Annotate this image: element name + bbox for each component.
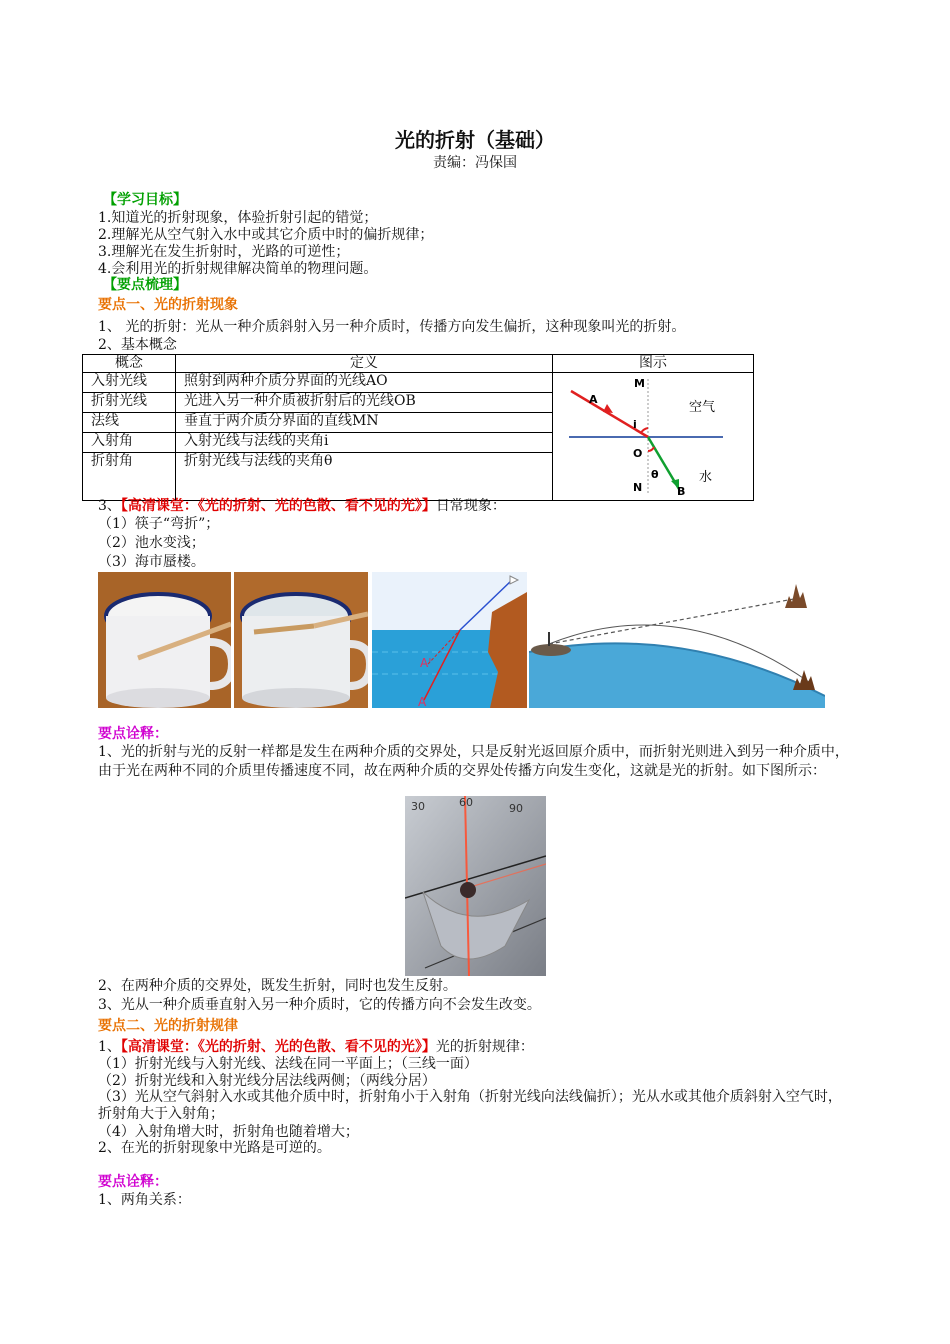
course-link[interactable]: 【高清课堂：《光的折射、光的色散、看不见的光》】 <box>120 1039 436 1055</box>
notes1-heading: 要点诠释： <box>98 726 168 742</box>
mirage-illustration <box>529 572 825 708</box>
point2-heading: 要点二、光的折射规律 <box>98 1018 238 1034</box>
notes2-heading: 要点诠释： <box>98 1174 168 1190</box>
table-cell: 入射光线 <box>83 373 176 393</box>
rule-item: （1）折射光线与入射光线、法线在同一平面上；（三线一面） <box>98 1056 478 1072</box>
tick-90: 90 <box>509 802 523 815</box>
label-a-real: A <box>418 695 427 708</box>
label-b: B <box>677 485 686 495</box>
table-cell: 折射光线 <box>83 393 176 413</box>
editor-line: 责编：冯保国 <box>433 155 517 171</box>
refraction-diagram <box>553 373 753 495</box>
cup-image <box>98 572 231 708</box>
label-n: N <box>633 481 643 494</box>
label-i: i <box>633 418 637 431</box>
table-cell: 垂直于两介质分界面的直线MN <box>176 413 553 433</box>
table-cell: 光进入另一种介质被折射后的光线OB <box>176 393 553 413</box>
daily-prefix: 3、 <box>98 498 121 514</box>
refraction-definition: 1、 光的折射：光从一种介质斜射入另一种介质时，传播方向发生偏折，这种现象叫光的折射。 <box>98 319 686 335</box>
table-cell: 折射角 <box>83 453 176 501</box>
tick-60: 60 <box>459 796 473 809</box>
notes1-paragraph: 1、光的折射与光的反射一样都是发生在两种介质的交界处，只是反射光返回原介质中，而折射光则进入到另一种介质中，由于光在两种不同的介质里传播速度不同，故在两种介质的交界处传播方向发生变化，这就是光的折射。如下图所示： <box>98 744 849 779</box>
rule-item: （3）光从空气斜射入水或其他介质中时，折射角小于入射角（折射光线向法线偏折）；光从水或其他介质斜射入空气时，折射角大于入射角； <box>98 1089 842 1122</box>
phenomenon-item: （1）筷子“弯折”； <box>98 516 220 532</box>
label-a: A <box>589 393 598 406</box>
rule-item: （2）折射光线和入射光线分居法线两侧；（两线分居） <box>98 1073 436 1089</box>
refraction-diagram-cell <box>553 373 754 501</box>
daily-phenomena-line <box>98 498 506 515</box>
course-link[interactable]: 【高清课堂：《光的折射、光的色散、看不见的光》】 <box>120 498 436 514</box>
tick-30: 30 <box>411 800 425 813</box>
label-water: 水 <box>699 470 713 485</box>
protractor-image <box>405 796 546 976</box>
label-theta: θ <box>651 468 659 481</box>
notes1-point2: 2、在两种介质的交界处，既发生折射，同时也发生反射。 <box>98 978 457 994</box>
refraction-experiment-photo <box>405 796 546 976</box>
phenomenon-item: （2）池水变浅； <box>98 535 205 551</box>
law-line <box>98 1039 534 1056</box>
label-m: M <box>634 377 645 390</box>
rule-item: （4）入射角增大时，折射角也随着增大； <box>98 1124 359 1140</box>
label-air: 空气 <box>689 400 716 415</box>
chopstick-photo-2 <box>234 572 368 708</box>
label-o: O <box>633 447 643 460</box>
objective-item: 3.理解光在发生折射时，光路的可逆性； <box>98 244 350 260</box>
table-cell: 入射光线与法线的夹角i <box>176 433 553 453</box>
summary-heading: 【要点梳理】 <box>103 277 187 293</box>
angle-theta-arc <box>648 447 654 451</box>
basic-concepts-label: 2、基本概念 <box>98 337 177 353</box>
concept-table <box>82 354 754 501</box>
pool-depth-illustration <box>372 572 527 708</box>
objective-item: 2.理解光从空气射入水中或其它介质中时的偏折规律； <box>98 227 434 243</box>
pool-image <box>372 572 527 708</box>
label-a-prime: A' <box>420 656 432 670</box>
table-header: 概念 <box>83 355 176 373</box>
incident-arrow <box>603 404 613 413</box>
table-cell: 折射光线与法线的夹角θ <box>176 453 553 501</box>
cup-water-image <box>234 572 368 708</box>
law-prefix: 1、 <box>98 1039 121 1055</box>
phenomenon-item: （3）海市蜃楼。 <box>98 554 205 570</box>
page-title: 光的折射（基础） <box>395 128 555 152</box>
angle-i-arc <box>641 428 648 433</box>
reversible-line: 2、在光的折射现象中光路是可逆的。 <box>98 1140 331 1156</box>
table-cell: 入射角 <box>83 433 176 453</box>
mirage-image <box>529 572 825 708</box>
chopstick-photo-1 <box>98 572 231 708</box>
table-cell: 法线 <box>83 413 176 433</box>
objectives-heading: 【学习目标】 <box>103 192 187 208</box>
daily-suffix: 日常现象： <box>435 498 506 514</box>
table-cell: 照射到两种介质分界面的光线AO <box>176 373 553 393</box>
table-header: 定义 <box>176 355 553 373</box>
objective-item: 4.会利用光的折射规律解决简单的物理问题。 <box>98 261 378 277</box>
notes2-paragraph: 1、两角关系： <box>98 1192 191 1208</box>
objective-item: 1.知道光的折射现象，体验折射引起的错觉； <box>98 210 378 226</box>
notes1-point3: 3、光从一种介质垂直射入另一种介质时，它的传播方向不会发生改变。 <box>98 997 541 1013</box>
point1-heading: 要点一、光的折射现象 <box>98 297 238 313</box>
law-suffix: 光的折射规律： <box>435 1039 534 1055</box>
table-header: 图示 <box>553 355 754 373</box>
